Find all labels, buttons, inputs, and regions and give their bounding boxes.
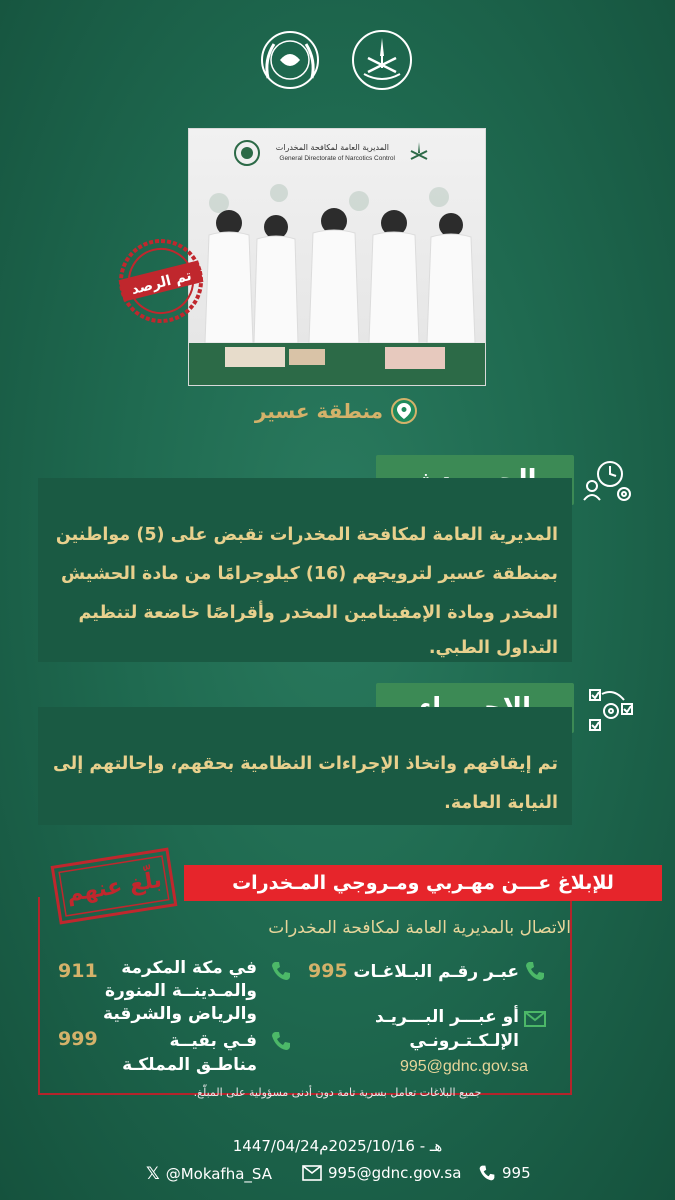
mecca-line-1: في مكة المكرمة (121, 958, 257, 978)
footer-phone-link[interactable] (478, 1164, 531, 1182)
phone-icon (524, 960, 546, 982)
report-stamp-text: بلّغ عنهم (65, 867, 164, 908)
email-line-1: أو عبـــر البـــريـد (375, 1007, 519, 1027)
footer-email-link[interactable] (302, 1164, 461, 1182)
header-logos (0, 28, 675, 98)
email-line-2: الإلـكـتـرونـي (409, 1031, 519, 1051)
reports-line: عبـر رقـم البـلاغـات (353, 962, 519, 982)
contact-line: الاتصال بالمديرية العامة لمكافحة المخدرات (268, 918, 571, 938)
action-line: النيابة العامة. (444, 793, 558, 813)
report-banner: للإبلاغ عـــن مهـربي ومـروجي المـخدرات (184, 865, 662, 901)
narcotics-control-seal-icon (258, 28, 322, 92)
photo-banner-arabic: المديرية العامة لمكافحة المخدرات (275, 143, 389, 152)
location-pin-icon (391, 398, 417, 424)
mecca-number[interactable]: 911 (58, 960, 98, 982)
twitter-link[interactable] (146, 1164, 272, 1184)
stamp-text: تم الرصد (129, 267, 194, 299)
twitter-handle: @Mokafha_SA (165, 1165, 272, 1183)
process-checklist-icon (584, 684, 638, 738)
publication-date: 1447/04/24هـ - 2025/10/16م (232, 1137, 443, 1155)
event-line: المخدر ومادة الإمفيتامين المخدر وأقراصًا خاضعة لتنظيم (78, 603, 558, 623)
mecca-line-3: والرياض والشرقية (103, 1004, 257, 1024)
suspects-figures (189, 173, 486, 386)
report-email[interactable]: 995@gdnc.gov.sa (399, 1058, 528, 1075)
envelope-icon (524, 1008, 546, 1030)
phone-icon (270, 1030, 292, 1052)
confidentiality-note: جميع البلاغات تعامل بسرية تامة دون أدنى مسؤولية على المبلّغ. (193, 1086, 482, 1099)
footer-email: 995@gdnc.gov.sa (328, 1164, 462, 1182)
phone-icon (270, 960, 292, 982)
photo-banner-english: General Directorate of Narcotics Control (279, 155, 395, 162)
reports-number[interactable]: 995 (308, 960, 348, 982)
photo-banner (189, 135, 485, 171)
action-description (38, 707, 572, 825)
event-description (38, 478, 572, 662)
other-regions-number[interactable]: 999 (58, 1028, 98, 1050)
x-logo-icon: 𝕏 (146, 1164, 160, 1184)
footer-phone: 995 (502, 1164, 531, 1182)
region-label (255, 397, 417, 425)
footer (0, 1164, 675, 1190)
arrest-photo (188, 128, 486, 386)
envelope-icon (302, 1165, 322, 1181)
other-regions-line-2: مناطـق المملكـة (122, 1055, 257, 1075)
event-line: التداول الطبي. (428, 638, 558, 658)
event-line: بمنطقة عسير لترويجهم (16) كيلوجرامًا من مادة الحشيش (61, 564, 558, 584)
action-line: تم إيقافهم واتخاذ الإجراءات النظامية بحقهم، وإحالتهم إلى (52, 754, 558, 774)
region-name: منطقة عسير (254, 399, 383, 423)
photo-emblem-icon (405, 139, 433, 167)
photo-seal-icon (233, 139, 261, 167)
saudi-emblem-icon (350, 28, 414, 92)
clock-people-gear-icon (582, 456, 636, 510)
other-regions-line-1: فـي بقيــة (169, 1031, 257, 1051)
event-line: المديرية العامة لمكافحة المخدرات تقبض على (5) مواطنين (55, 525, 558, 545)
phone-icon (478, 1164, 496, 1182)
mecca-line-2: والمـدينــة المنورة (104, 981, 257, 1001)
